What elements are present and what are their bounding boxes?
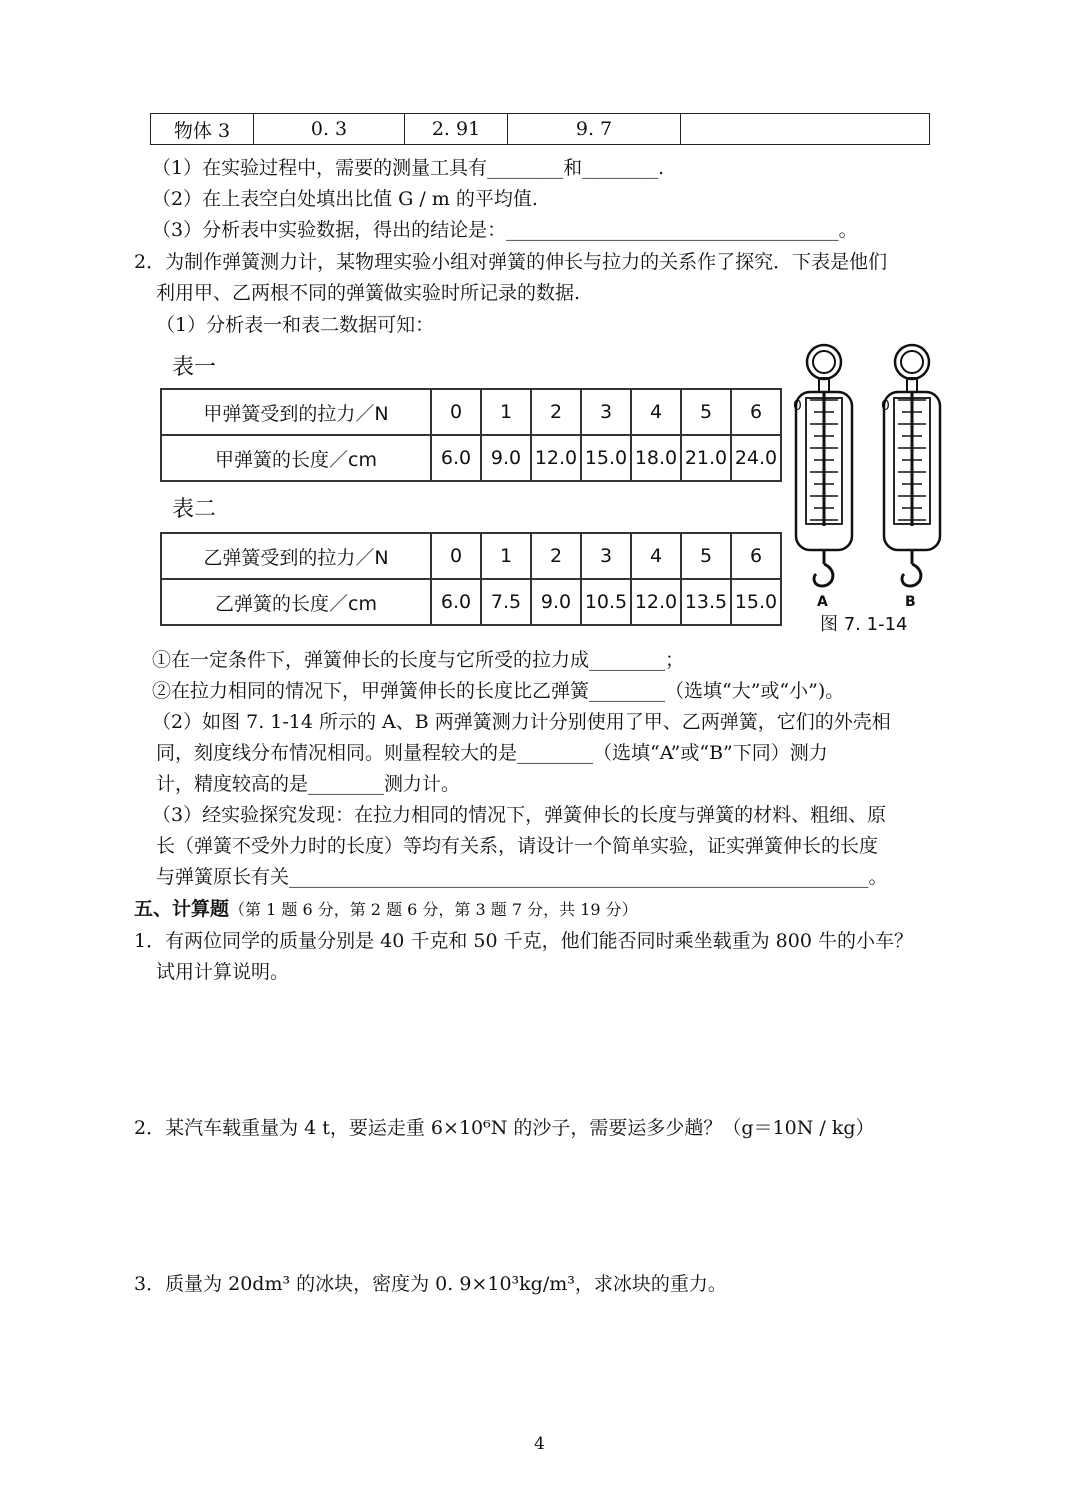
table-row xyxy=(161,435,781,481)
table-cell: 24.0 xyxy=(731,435,781,481)
spring-balance-a xyxy=(793,345,852,610)
table-cell: 15.0 xyxy=(581,435,631,481)
q2-line-4: 同，刻度线分布情况相同。则量程较大的是________（选填“A”或“B”下同）测力 xyxy=(156,742,828,764)
table-cell: 4 xyxy=(631,533,681,579)
q1-part-2: （2）在上表空白处填出比值 G / m 的平均值. xyxy=(152,188,538,210)
table1-row1-header: 甲弹簧受到的拉力／N xyxy=(161,389,431,435)
table-cell: 0. 3 xyxy=(254,114,405,145)
table-cell: 2 xyxy=(531,533,581,579)
table-cell: 7.5 xyxy=(481,579,531,625)
table-cell: 21.0 xyxy=(681,435,731,481)
table-cell: 10.5 xyxy=(581,579,631,625)
top-data-table xyxy=(150,113,930,145)
table2-caption: 表二 xyxy=(172,497,217,522)
table-cell: 1 xyxy=(481,533,531,579)
table-row xyxy=(161,579,781,625)
table-cell: 13.5 xyxy=(681,579,731,625)
table1-row2-header: 甲弹簧的长度／cm xyxy=(161,435,431,481)
table-cell: 0 xyxy=(431,389,481,435)
q2-line-3: （2）如图 7. 1-14 所示的 A、B 两弹簧测力计分别使用了甲、乙两弹簧，它们的外壳相 xyxy=(152,711,891,733)
table-cell: 6 xyxy=(731,389,781,435)
q1-part-3: （3）分析表中实验数据，得出的结论是：___________________________________。 xyxy=(152,219,858,241)
table-row xyxy=(161,389,781,435)
calc-q1-line1: 1．有两位同学的质量分别是 40 千克和 50 千克，他们能否同时乘坐载重为 800 牛的小车？ xyxy=(134,930,913,952)
table-cell: 3 xyxy=(581,389,631,435)
table-cell: 0 xyxy=(431,533,481,579)
table-cell: 15.0 xyxy=(731,579,781,625)
table-cell: 6 xyxy=(731,533,781,579)
q1-part-1: （1）在实验过程中，需要的测量工具有________和________. xyxy=(152,157,665,179)
calc-q2: 2．某汽车载重量为 4 t，要运走重 6×10⁶N 的沙子，需要运多少趟？（g＝10N / kg） xyxy=(134,1117,875,1139)
calc-q3: 3．质量为 20dm³ 的冰块，密度为 0. 9×10³kg/m³，求冰块的重力。 xyxy=(134,1273,727,1295)
table2 xyxy=(160,532,782,626)
page-number: 4 xyxy=(534,1434,545,1454)
q2-stem-line1: 2．为制作弹簧测力计，某物理实验小组对弹簧的伸长与拉力的关系作了探究．下表是他们 xyxy=(134,251,888,273)
q2-line-8: 与弹簧原长有关_____________________________________________________________。 xyxy=(156,866,888,888)
q2-line-6: （3）经实验探究发现：在拉力相同的情况下，弹簧伸长的长度与弹簧的材料、粗细、原 xyxy=(152,804,887,826)
table-cell: 9.0 xyxy=(481,435,531,481)
table2-row1-header: 乙弹簧受到的拉力／N xyxy=(161,533,431,579)
table2-row2-header: 乙弹簧的长度／cm xyxy=(161,579,431,625)
calc-q1-line2: 试用计算说明。 xyxy=(156,961,290,983)
zero-mark-b: 0 xyxy=(881,398,890,414)
table-cell: 9. 7 xyxy=(508,114,681,145)
table-row xyxy=(161,533,781,579)
table-row xyxy=(151,114,930,145)
table-cell: 12.0 xyxy=(531,435,581,481)
table-cell: 2 xyxy=(531,389,581,435)
table-cell xyxy=(681,114,930,145)
q2-line-1: ①在一定条件下，弹簧伸长的长度与它所受的拉力成________； xyxy=(152,649,685,671)
table-cell: 18.0 xyxy=(631,435,681,481)
table-cell: 6.0 xyxy=(431,579,481,625)
zero-mark-a: 0 xyxy=(793,398,802,414)
table-cell: 12.0 xyxy=(631,579,681,625)
label-a: A xyxy=(817,594,828,610)
section5-note: （第 1 题 6 分，第 2 题 6 分，第 3 题 7 分，共 19 分） xyxy=(229,900,638,919)
q2-line-2: ②在拉力相同的情况下，甲弹簧伸长的长度比乙弹簧________（选填“大”或“小”)。 xyxy=(152,680,845,702)
table-cell: 9.0 xyxy=(531,579,581,625)
figure-caption: 图 7. 1-14 xyxy=(820,614,908,635)
section5-title: 五、计算题 xyxy=(134,898,230,920)
table1-caption: 表一 xyxy=(172,355,217,380)
table1 xyxy=(160,388,782,482)
section5-heading xyxy=(134,895,638,924)
label-b: B xyxy=(905,594,916,610)
table-cell: 4 xyxy=(631,389,681,435)
table-cell: 1 xyxy=(481,389,531,435)
q2-sub1: （1）分析表一和表二数据可知： xyxy=(156,314,435,336)
spring-balance-b xyxy=(881,345,940,610)
table-cell: 3 xyxy=(581,533,631,579)
table-cell: 6.0 xyxy=(431,435,481,481)
q2-stem-line2: 利用甲、乙两根不同的弹簧做实验时所记录的数据. xyxy=(156,282,581,304)
q2-line-5: 计，精度较高的是________测力计。 xyxy=(156,773,461,795)
spring-balance-figure xyxy=(786,340,946,640)
table-cell: 物体 3 xyxy=(151,114,254,145)
q2-line-7: 长（弹簧不受外力时的长度）等均有关系，请设计一个简单实验，证实弹簧伸长的长度 xyxy=(156,835,879,857)
table-cell: 5 xyxy=(681,533,731,579)
table-cell: 2. 91 xyxy=(405,114,508,145)
table-cell: 5 xyxy=(681,389,731,435)
